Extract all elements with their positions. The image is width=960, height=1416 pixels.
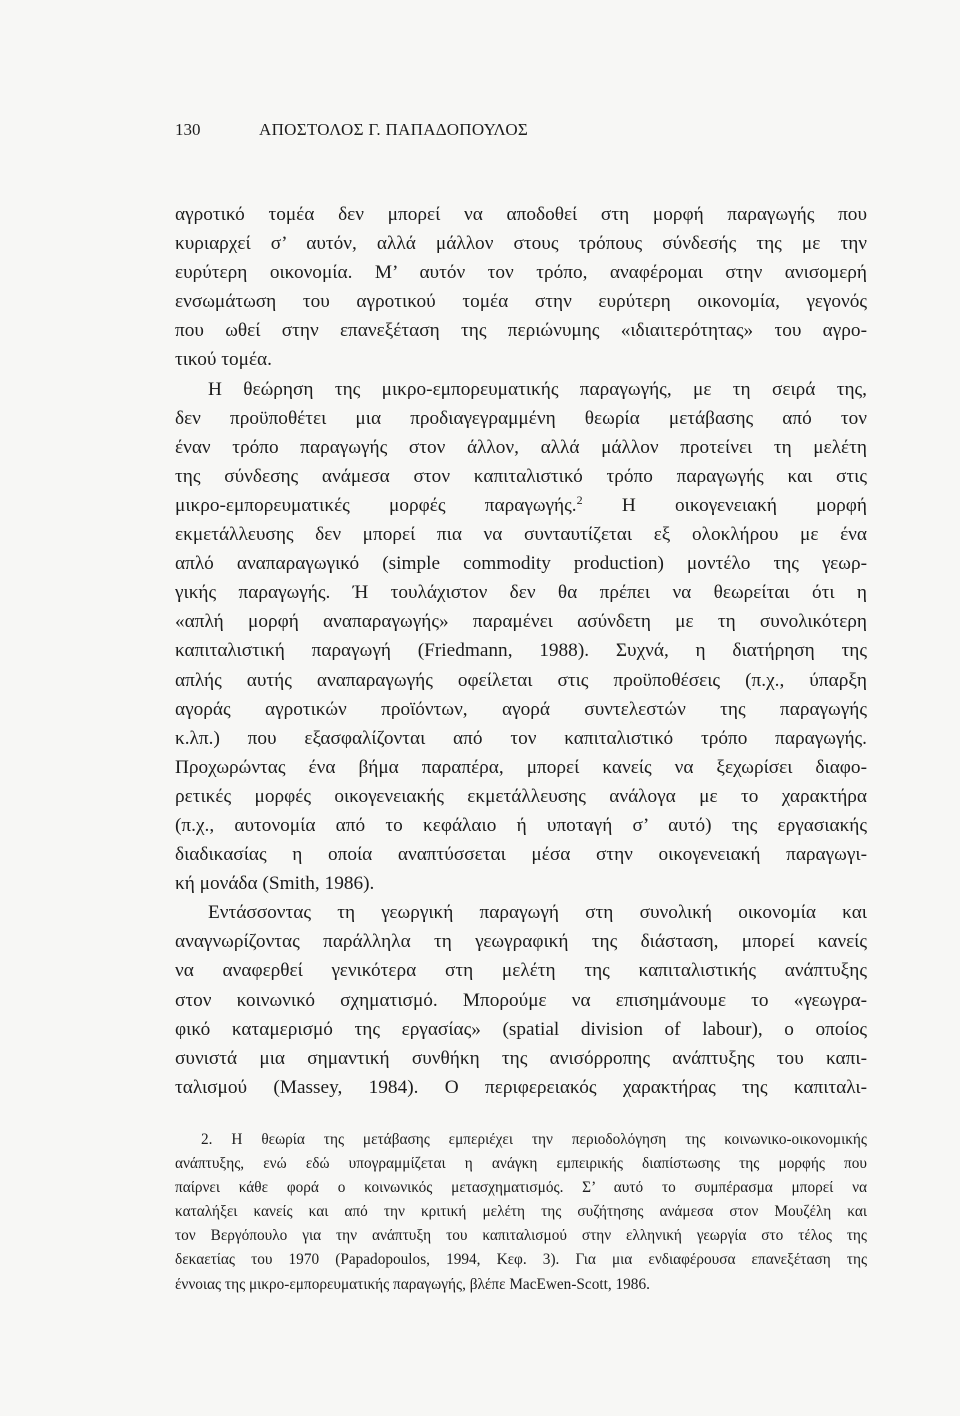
footnote-reference: 2 [576,492,583,507]
body-line: της σύνδεσης ανάμεσα στον καπιταλιστικό τρόπο παραγωγής και στις [175,465,867,487]
body-line: αγροτικό τομέα δεν μπορεί να αποδοθεί στη μορφή παραγωγής που [175,204,867,225]
body-line: δεν προϋποθέτει μια προδιαγεγραμμένη θεωρία μετάβασης από τον [175,407,867,429]
body-line: ταλισμού (Massey, 1984). Ο περιφερειακός χαρακτήρας της καπιταλι- [175,1076,867,1098]
body-line: απλής αυτής αναπαραγωγής οφείλεται στις προϋποθέσεις (π.χ., ύπαρξη [175,669,867,691]
body-line: «απλή μορφή αναπαραγωγής» παραμένει ασύνδετη με τη συνολικότερη [175,611,867,633]
footnote-line: καταλήξει κανείς και από την κριτική μελέτη της συζήτησης ανάμεσα στον Μουζέλη και [175,1203,867,1221]
footnote-line: ανάπτυξης, ενώ εδώ υπογραμμίζεται η ανάγκη εμπειρικής διαπίστωσης της μορφής που [175,1155,867,1173]
body-text [175,200,867,1102]
footnote-line: 2. Η θεωρία της μετάβασης εμπεριέχει την περιοδολόγηση της κοινωνικο-οικονομικής [201,1131,867,1148]
body-line: αγοράς αγροτικών προϊόντων, αγορά συντελεστών της παραγωγής [175,698,867,720]
body-line: Η θεώρηση της μικρο-εμπορευματικής παραγωγής, με τη σειρά της, [208,378,867,400]
footnote-line: τον Βεργόπουλο για την ανάπτυξη του καπιταλισμού στην ελληνική γεωργία στο τέλος της [175,1227,867,1245]
body-line: που ωθεί στην επανεξέταση της περιώνυμης «ιδιαιτερότητας» του αγρο- [175,320,867,342]
body-line: ρετικές μορφές οικογενειακής εκμετάλλευσης ανάλογα με το χαρακτήρα [175,785,867,807]
body-line-part: Η οικογενειακή μορφή [582,494,867,516]
body-line-part: μικρο-εμπορευματικές μορφές παραγωγής. [175,494,577,516]
footnote-line: παίρνει κάθε φορά ο κοινωνικός μετασχηματισμός. Σ’ αυτό το συμπέρασμα μπορεί να [175,1179,867,1197]
body-line: συνιστά μια σημαντική συνθήκη της ανισόρροπης ανάπτυξης του καπι- [175,1047,867,1069]
body-line: να αναφερθεί γενικότερα στη μελέτη της καπιταλιστικής ανάπτυξης [175,960,867,982]
body-line: κή μονάδα (Smith, 1986). [175,873,375,895]
body-line: Προχωρώντας ένα βήμα παραπέρα, μπορεί κανείς να ξεχωρίσει διαφο- [175,756,867,778]
body-line: φικό καταμερισμό της εργασίας» (spatial division of labour), ο οποίος [175,1018,867,1040]
body-line: κ.λπ.) που εξασφαλίζονται από τον καπιταλιστικό τρόπο παραγωγής. [175,727,867,749]
body-line: καπιταλιστική παραγωγή (Friedmann, 1988). Συχνά, η διατήρηση της [175,640,867,662]
body-line: γικής παραγωγής. Ή τουλάχιστον δεν θα πρέπει να θεωρείται ότι η [175,582,867,604]
body-line: στον κοινωνικό σχηματισμό. Μπορούμε να επισημάνουμε το «γεωγρα- [175,989,867,1011]
body-line: Εντάσσοντας τη γεωργική παραγωγή στη συνολική οικονομία και [208,902,867,924]
running-head: ΑΠΟΣΤΟΛΟΣ Γ. ΠΑΠΑΔΟΠΟΥΛΟΣ [259,120,529,139]
body-line: ευρύτερη οικονομία. Μ’ αυτόν τον τρόπο, αναφέρομαι στην ανισομερή [175,262,867,284]
body-line [175,491,867,520]
body-line: τικού τομέα. [175,349,272,371]
body-line: εκμετάλλευσης δεν μπορεί πια να συνταυτίζεται εξ ολοκλήρου με ένα [175,524,867,546]
body-line: διαδικασίας η οποία αναπτύσσεται μέσα στην οικογενειακή παραγωγι- [175,844,867,866]
body-line: (π.χ., αυτονομία από το κεφάλαιο ή υποταγή σ’ αυτό) της εργασιακής [175,814,867,836]
body-line: απλό αναπαραγωγικό (simple commodity production) μοντέλο της γεωρ- [175,553,867,575]
body-line: έναν τρόπο παραγωγής στον άλλον, αλλά μάλλον προτείνει τη μελέτη [175,436,867,458]
footnote-block [175,1128,867,1297]
footnote-line: έννοιας της μικρο-εμπορευματικής παραγωγής, βλέπε MacEwen-Scott, 1986. [175,1275,650,1293]
page-header [175,120,875,150]
body-line: αναγνωρίζοντας παράλληλα τη γεωγραφική της διάσταση, μπορεί κανείς [175,931,867,953]
body-line: κυριαρχεί σ’ αυτόν, αλλά μάλλον στους τρόπους σύνδεσής της με την [175,233,867,255]
page-number: 130 [175,120,201,139]
footnote-line: δεκαετίας του 1970 (Papadopoulos, 1994, Κεφ. 3). Για μια ενδιαφέρουσα επανεξέταση της [175,1251,867,1269]
body-line: ενσωμάτωση του αγροτικού τομέα στην ευρύτερη οικονομία, γεγονός [175,291,867,313]
